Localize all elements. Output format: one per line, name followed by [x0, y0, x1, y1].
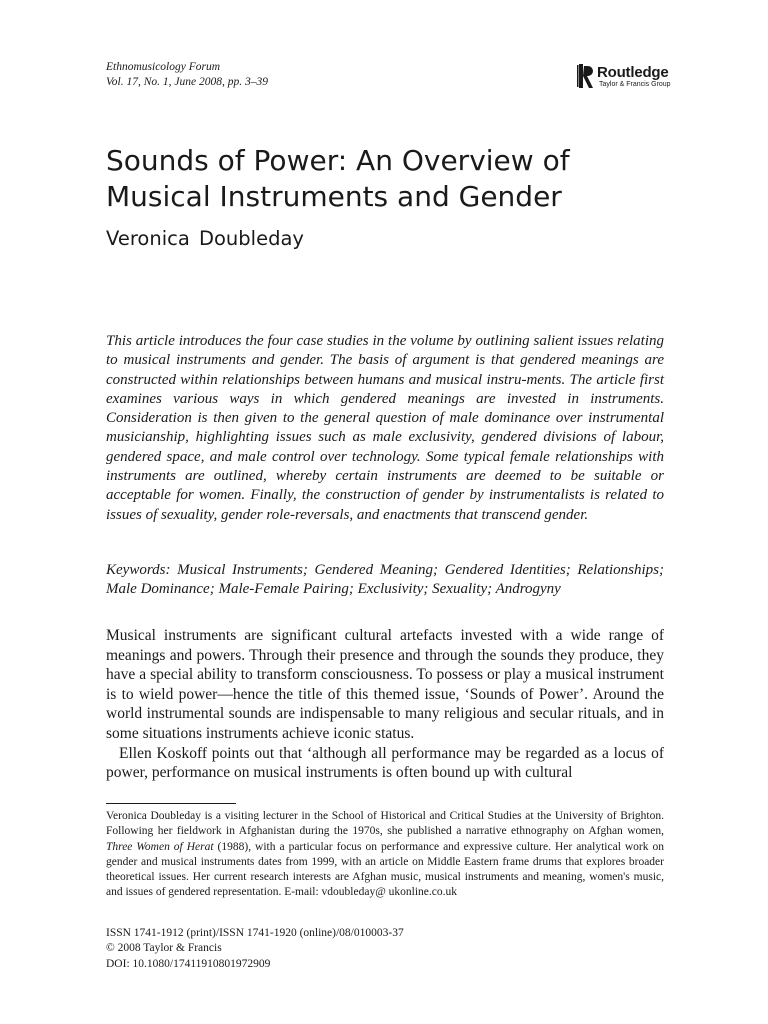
- abstract: This article introduces the four case studies in the volume by outlining salient issues relating to musical instruments and gender. The basis of argument is that gendered meanings are constructed within relationships between humans and musical instru-ments. The article first examines various ways in which gendered meanings are invested in instruments. Consideration is then given to the general question of male dominance over instrumental musicianship, highlighting issues such as male exclusivity, gendered divisions of labour, gendered space, and male control over technology. Some typical female relationships with instruments are outlined, whereby certain instruments are deemed to be suitable or acceptable for women. Finally, the construction of gender by instrumentalists is related to issues of sexuality, gender role-reversals, and enactments that transcend gender.: [106, 333, 664, 523]
- footnote-text-before: Veronica Doubleday is a visiting lecturer in the School of Historical and Critical Studies at the University of Brighton. Following her fieldwork in Afghanistan during the 1970s, she published a narrative ethnography on Afghan women,: [106, 810, 664, 838]
- article-author: Veronica Doubleday: [106, 227, 304, 250]
- routledge-logo-icon: [577, 64, 597, 90]
- publisher-name: Routledge: [597, 64, 669, 81]
- article-title-line-1: Sounds of Power: An Overview of: [106, 144, 570, 177]
- footnote-text-after: (1988), with a particular focus on performance and expressive culture. Her analytical work on gender and musical instruments dates from 1999, with an article on Middle Eastern frame drums that explores broader theoretical issues. Her current research interests are Afghan music, musical instruments and meaning, women's music, and issues of gendered representation. E-mail: vdoubleday@ ukonline.co.uk: [106, 840, 664, 899]
- article-title-line-2: Musical Instruments and Gender: [106, 180, 562, 213]
- routledge-logo: [577, 64, 677, 94]
- body-text: [106, 626, 664, 783]
- issn: ISSN 1741-1912 (print)/ISSN 1741-1920 (online)/08/010003-37: [106, 927, 404, 939]
- author-footnote: [106, 809, 664, 901]
- body-paragraph-2: Ellen Koskoff points out that ‘although all performance may be regarded as a locus of power, performance on musical instruments is often bound up with cultural: [106, 744, 664, 782]
- journal-name: Ethnomusicology Forum: [106, 61, 221, 73]
- doi: DOI: 10.1080/17411910801972909: [106, 957, 271, 970]
- publisher-group: Taylor & Francis Group: [599, 81, 671, 88]
- body-paragraph-1: Musical instruments are significant cultural artefacts invested with a wide range of meanings and powers. Through their presence and through the sounds they produce, they have a special ability to transform consciousness. To possess or play a musical instrument is to wield power—hence the title of this themed issue, ‘Sounds of Power’. Around the world instrumental sounds are indispensable to many religious and secular rituals, and in some situations instruments achieve iconic status.: [106, 627, 664, 742]
- article-title: [106, 143, 706, 215]
- publication-info: [106, 926, 404, 972]
- footnote-divider: [106, 803, 236, 804]
- keywords: Keywords: Musical Instruments; Gendered Meaning; Gendered Identities; Relationships; Male Dominance; Male-Female Pairing; Exclusivity; Sexuality; Androgyny: [106, 562, 664, 598]
- journal-header: [106, 60, 268, 90]
- footnote-book-title: Three Women of Herat: [106, 840, 214, 853]
- journal-citation: Vol. 17, No. 1, June 2008, pp. 3–39: [106, 76, 268, 88]
- copyright: © 2008 Taylor & Francis: [106, 942, 222, 955]
